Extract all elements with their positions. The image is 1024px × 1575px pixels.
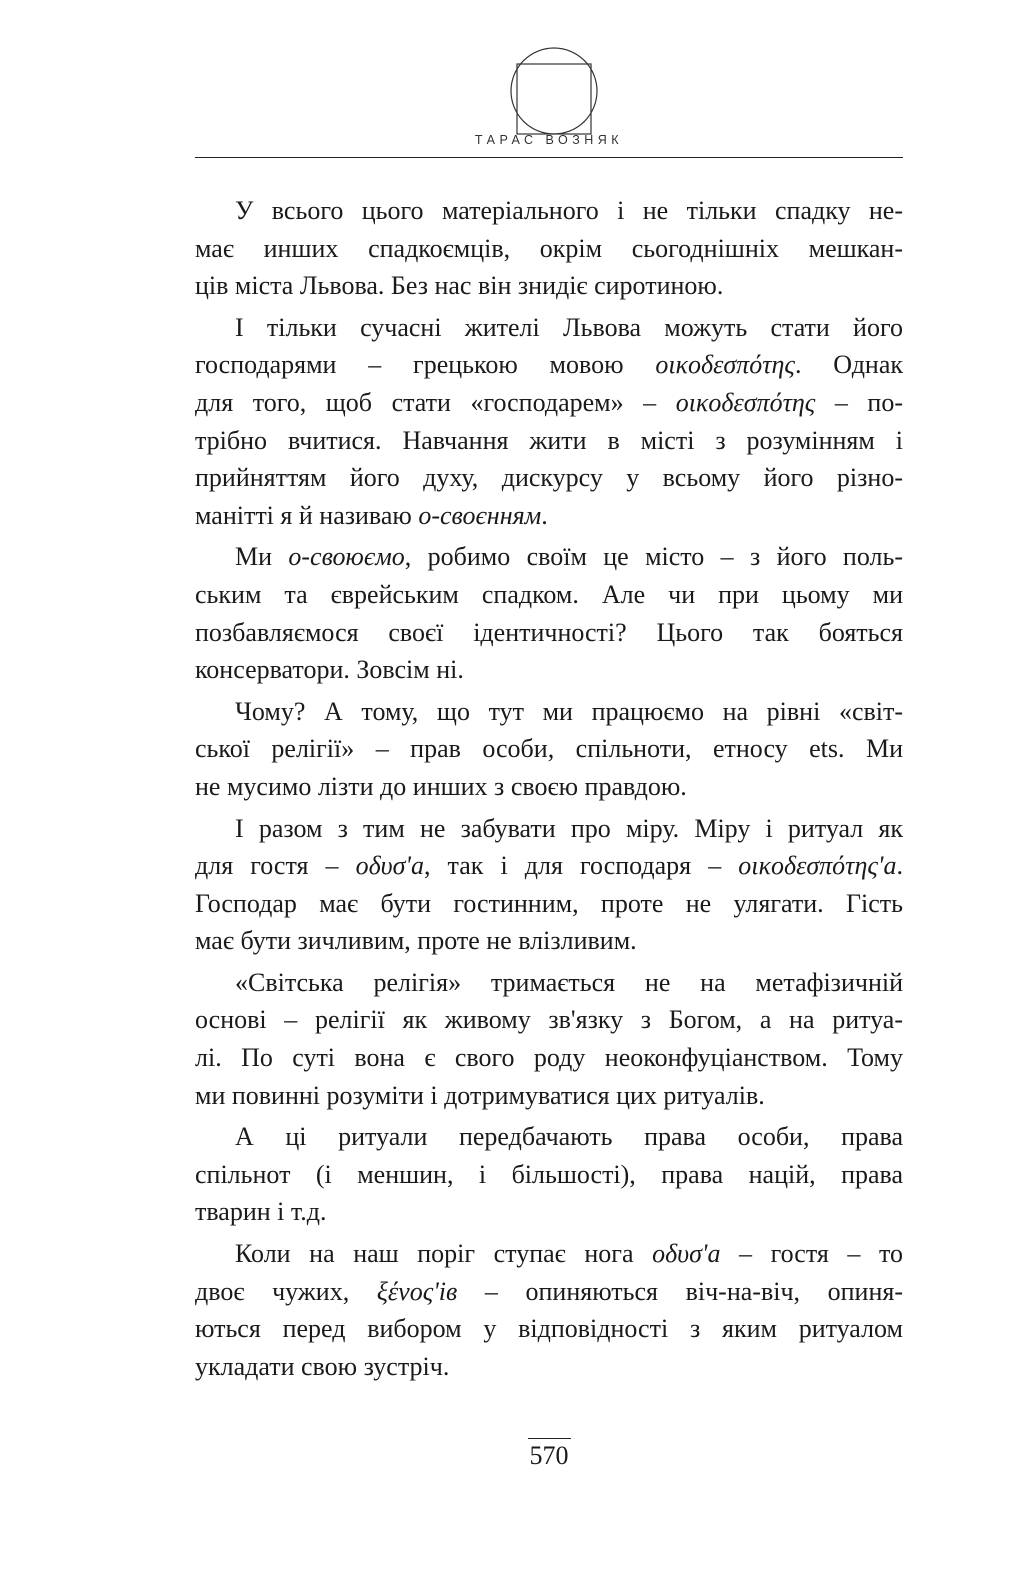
italic-term: ξένος'ів	[376, 1276, 458, 1306]
text-run: , так і для господаря –	[423, 851, 739, 881]
text-run: .	[896, 851, 903, 881]
text-line	[195, 1077, 903, 1115]
text-run: ми повинні розуміти і дотримуватися цих ритуалів.	[195, 1080, 765, 1110]
text-run: позбавляємося своєї ідентичності? Цього так бояться	[195, 617, 903, 647]
paragraph	[195, 810, 903, 960]
page-number: 570	[528, 1438, 571, 1473]
text-run: консерватори. Зовсім ні.	[195, 655, 464, 685]
text-run: трібно вчитися. Навчання жити в місті з розумінням і	[195, 425, 903, 455]
text-run: двоє чужих,	[195, 1276, 377, 1306]
text-line	[195, 422, 903, 460]
text-line	[195, 1273, 903, 1311]
header-rule	[195, 157, 903, 158]
text-run: – опиняються віч-на-віч, опиня-	[457, 1276, 903, 1306]
emblem-icon	[509, 46, 599, 136]
text-line	[195, 459, 903, 497]
text-run: основі – релігії як живому зв'язку з Богом, а на ритуа-	[195, 1005, 903, 1035]
text-line	[195, 847, 903, 885]
paragraph	[195, 192, 903, 305]
italic-term: οδυσ'а	[355, 851, 424, 881]
italic-term: οδυσ'а	[652, 1239, 721, 1269]
text-line	[195, 693, 903, 731]
text-run: А ці ритуали передбачають права особи, права	[235, 1122, 903, 1152]
text-line	[195, 346, 903, 384]
text-line	[195, 1310, 903, 1348]
text-line	[195, 267, 903, 305]
text-line	[195, 885, 903, 923]
text-run: – гостя – то	[720, 1239, 903, 1269]
text-line	[195, 1235, 903, 1273]
italic-term: о-своєнням	[418, 500, 542, 530]
text-run: Чому? А тому, що тут ми працюємо на рівні «світ-	[235, 696, 903, 726]
text-run: ської релігії» – прав особи, спільноти, етносу ets. Ми	[195, 734, 903, 764]
italic-term: οικοδεσπότης	[675, 387, 816, 417]
paragraph	[195, 309, 903, 535]
text-line	[195, 810, 903, 848]
paragraph	[195, 964, 903, 1114]
text-run: укладати свою зустріч.	[195, 1351, 450, 1381]
paragraph	[195, 1118, 903, 1231]
text-run: господарями – грецькою мовою	[195, 350, 656, 380]
paragraph	[195, 693, 903, 806]
text-line	[195, 1193, 903, 1231]
text-line	[195, 1118, 903, 1156]
text-line	[195, 614, 903, 652]
text-line	[195, 922, 903, 960]
text-run: лі. По суті вона є свого роду неоконфуціанством. Тому	[195, 1043, 903, 1073]
text-run: ським та єврейським спадком. Але чи при цьому ми	[195, 579, 903, 609]
text-run: І разом з тим не забувати про міру. Міру і ритуал як	[235, 813, 903, 843]
text-run: прийняттям його духу, дискурсу у всьому його різно-	[195, 463, 903, 493]
text-run: манітті я й називаю	[195, 500, 419, 530]
text-line	[195, 730, 903, 768]
text-line	[195, 230, 903, 268]
paragraph	[195, 538, 903, 688]
running-head: ТАРАС ВОЗНЯК	[474, 133, 624, 147]
italic-term: οικοδεσπότης'а	[738, 851, 897, 881]
text-line	[195, 768, 903, 806]
body-text	[195, 192, 903, 1385]
page-number-block	[195, 1438, 903, 1473]
text-line	[195, 1156, 903, 1194]
text-run: Господар має бути гостинним, проте не улягати. Гість	[195, 888, 903, 918]
text-line	[195, 964, 903, 1002]
text-run: – по-	[815, 387, 903, 417]
text-run: не мусимо лізти до инших з своєю правдою.	[195, 771, 687, 801]
text-run: У всього цього матеріального і не тільки спадку не-	[235, 196, 903, 225]
text-line	[195, 651, 903, 689]
text-run: , робимо своїм це місто – з його поль-	[404, 542, 903, 572]
text-line	[195, 497, 903, 535]
paragraph	[195, 1235, 903, 1385]
text-line	[195, 192, 903, 230]
text-run: ців міста Львова. Без нас він знидіє сиротиною.	[195, 271, 724, 301]
italic-term: о-своюємо	[288, 542, 405, 572]
text-run: має бути зичливим, проте не влізливим.	[195, 926, 637, 956]
text-run: Ми	[235, 542, 289, 572]
text-run: має инших спадкоємців, окрім сьогоднішніх мешкан-	[195, 233, 903, 263]
text-line	[195, 1348, 903, 1386]
text-run: спільнот (і меншин, і більшості), права націй, права	[195, 1159, 903, 1189]
text-line	[195, 1039, 903, 1077]
text-run: ються перед вибором у відповідності з яким ритуалом	[195, 1314, 903, 1344]
text-line	[195, 538, 903, 576]
text-line	[195, 309, 903, 347]
text-run: тварин і т.д.	[195, 1197, 327, 1227]
text-run: «Світська релігія» тримається не на метафізичній	[235, 967, 903, 997]
text-run: І тільки сучасні жителі Львова можуть стати його	[235, 312, 903, 342]
text-line	[195, 576, 903, 614]
text-run: .	[541, 500, 548, 530]
text-line	[195, 384, 903, 422]
text-run: для того, щоб стати «господарем» –	[195, 387, 676, 417]
italic-term: οικοδεσπότης	[655, 350, 795, 380]
text-run: Коли на наш поріг ступає нога	[235, 1239, 653, 1269]
text-run: для гостя –	[195, 851, 356, 881]
text-line	[195, 1001, 903, 1039]
text-run: . Однак	[794, 350, 904, 380]
